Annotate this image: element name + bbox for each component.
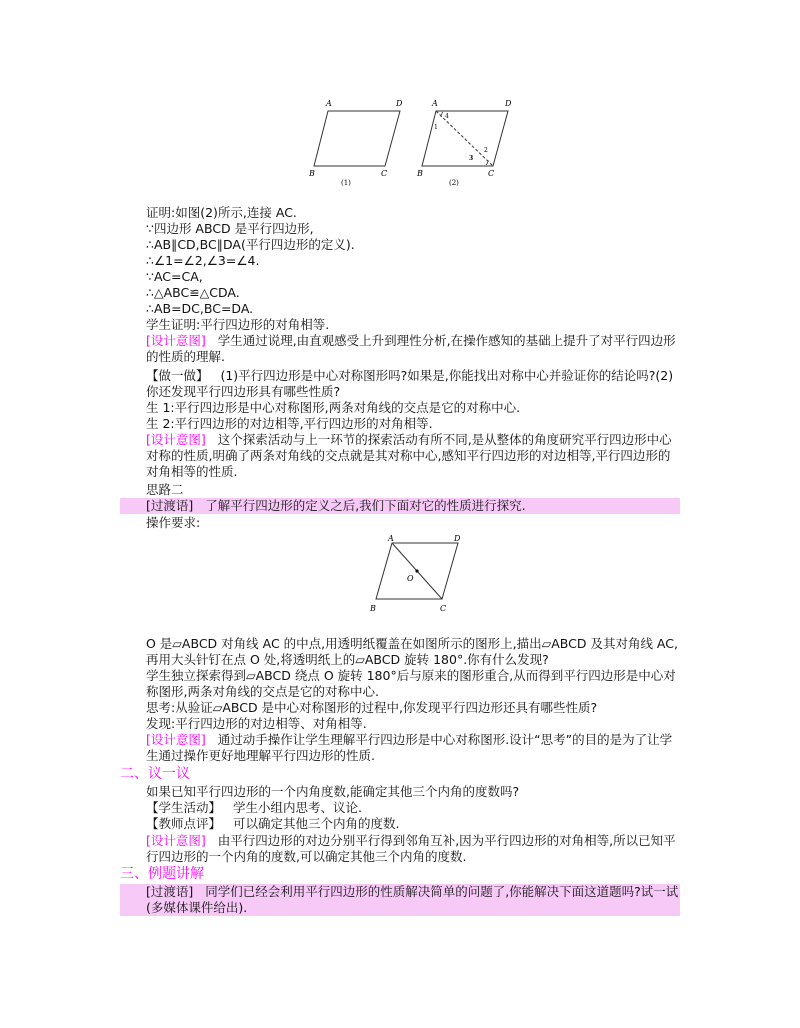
proof-line-7: 学生证明:平行四边形的对角相等. — [146, 317, 330, 332]
fig2-label-a: A — [432, 99, 438, 108]
transition-tag: [过渡语] — [146, 498, 194, 513]
do-it-text: (1)平行四边形是中心对称图形吗?如果是,你能找出对称中心并验证你的结论吗?(2)你还发现平行四边形具有哪些性质? — [146, 368, 674, 399]
operation-requirement: 操作要求: — [146, 515, 201, 530]
fig2-angle-4: 4 — [445, 113, 449, 120]
fig3-label-d: D — [454, 534, 461, 543]
design-intent-1 — [120, 333, 680, 365]
student-2-answer: 生 2:平行四边形的对边相等,平行四边形的对角相等. — [146, 416, 433, 431]
fig2-label-b: B — [417, 169, 423, 178]
design-intent-tag: [设计意图] — [146, 333, 206, 348]
fig1-label-d: D — [396, 99, 403, 108]
proof-line-3: ∴∠1=∠2,∠3=∠4. — [146, 253, 260, 268]
design-intent-tag: [设计意图] — [146, 432, 206, 447]
figure-2-parallelogram — [416, 96, 526, 188]
approach-2-title: 思路二 — [146, 482, 184, 497]
transition-text: 了解平行四边形的定义之后,我们下面对它的性质进行探究. — [205, 498, 526, 513]
student-1-answer: 生 1:平行四边形是中心对称图形,两条对角线的交点是它的对称中心. — [146, 400, 521, 415]
discovery: 发现:平行四边形的对边相等、对角相等. — [146, 716, 367, 731]
proof-intro: 证明:如图(2)所示,连接 AC. — [146, 205, 297, 220]
fig2-label-d: D — [505, 99, 512, 108]
transition-text: 同学们已经会利用平行四边形的性质解决简单的问题了,你能解决下面这道题吗?试一试(多媒体课件给出). — [146, 884, 679, 915]
proof-line-6: ∴AB=DC,BC=DA. — [146, 301, 254, 316]
student-activity-tag: 【学生活动】 — [146, 800, 222, 815]
fig1-caption: (1) — [341, 179, 351, 187]
design-intent-text: 通过动手操作让学生理解平行四边形是中心对称图形.设计“思考”的目的是为了让学生通过操作更好地理解平行四边形的性质. — [146, 732, 673, 763]
student-activity — [120, 800, 680, 816]
fig3-label-b: B — [370, 604, 376, 613]
teacher-comment-tag: 【教师点评】 — [146, 816, 222, 831]
design-intent-text: 由平行四边形的对边分别平行得到邻角互补,因为平行四边形的对角相等,所以已知平行四边形的一个内角的度数,可以确定其他三个内角的度数. — [146, 833, 676, 864]
fig2-angle-2: 2 — [484, 147, 488, 154]
operation-paragraph: O 是▱ABCD 对角线 AC 的中点,用透明纸覆盖在如图所示的图形上,描出▱ABCD 及其对角线 AC,再用大头针钉在点 O 处,将透明纸上的▱ABCD 旋转 180°.你有什么发现? — [146, 636, 678, 667]
proof-line-5: ∴△ABC≌△CDA. — [146, 285, 240, 300]
proof-line-2: ∴AB∥CD,BC∥DA(平行四边形的定义). — [146, 237, 355, 252]
design-intent-text: 这个探索活动与上一环节的探索活动有所不同,是从整体的角度研究平行四边形中心对称的性质,明确了两条对角线的交点就是其对称中心,感知平行四边形的对边相等,平行四边形的对角相等的性质. — [146, 432, 672, 479]
do-it-tag: 【做一做】 — [146, 368, 209, 383]
design-intent-2 — [120, 432, 680, 480]
design-intent-3 — [120, 732, 680, 764]
fig1-label-b: B — [309, 169, 315, 178]
section-2-heading: 二、议一议 — [120, 766, 190, 782]
figure-1-parallelogram — [305, 96, 415, 188]
teacher-comment — [120, 816, 680, 832]
section-2-question: 如果已知平行四边形的一个内角度数,能确定其他三个内角的度数吗? — [146, 784, 520, 799]
design-intent-4 — [120, 833, 680, 865]
transition-line-1 — [120, 498, 680, 514]
fig2-angle-1: 1 — [434, 124, 438, 131]
fig2-caption: (2) — [449, 179, 459, 187]
design-intent-text: 学生通过说理,由直观感受上升到理性分析,在操作感知的基础上提升了对平行四边形的性质的理解. — [146, 333, 676, 364]
fig1-label-c: C — [381, 169, 388, 178]
teacher-comment-text: 可以确定其他三个内角的度数. — [232, 816, 400, 831]
student-activity-text: 学生小组内思考、议论. — [232, 800, 362, 815]
fig1-label-a: A — [326, 99, 332, 108]
fig3-label-a: A — [388, 534, 394, 543]
do-it-paragraph — [120, 368, 680, 400]
transition-tag: [过渡语] — [146, 884, 194, 899]
fig3-label-o: O — [407, 574, 414, 583]
proof-line-4: ∵AC=CA, — [146, 269, 203, 284]
fig2-angle-3: 3 — [469, 155, 474, 162]
fig3-label-c: C — [440, 604, 447, 613]
figure-3-parallelogram — [362, 533, 474, 617]
fig2-label-c: C — [488, 169, 495, 178]
proof-line-1: ∵四边形 ABCD 是平行四边形, — [146, 221, 314, 236]
student-exploration: 学生独立探索得到▱ABCD 绕点 O 旋转 180°后与原来的图形重合,从而得到平行四边形是中心对称图形,两条对角线的交点是它的对称中心. — [146, 668, 676, 699]
design-intent-tag: [设计意图] — [146, 732, 206, 747]
design-intent-tag: [设计意图] — [146, 833, 206, 848]
thinking-question: 思考:从验证▱ABCD 是中心对称图形的过程中,你发现平行四边形还具有哪些性质? — [146, 700, 598, 715]
transition-line-2 — [120, 884, 680, 916]
section-3-heading: 三、例题讲解 — [120, 866, 204, 882]
